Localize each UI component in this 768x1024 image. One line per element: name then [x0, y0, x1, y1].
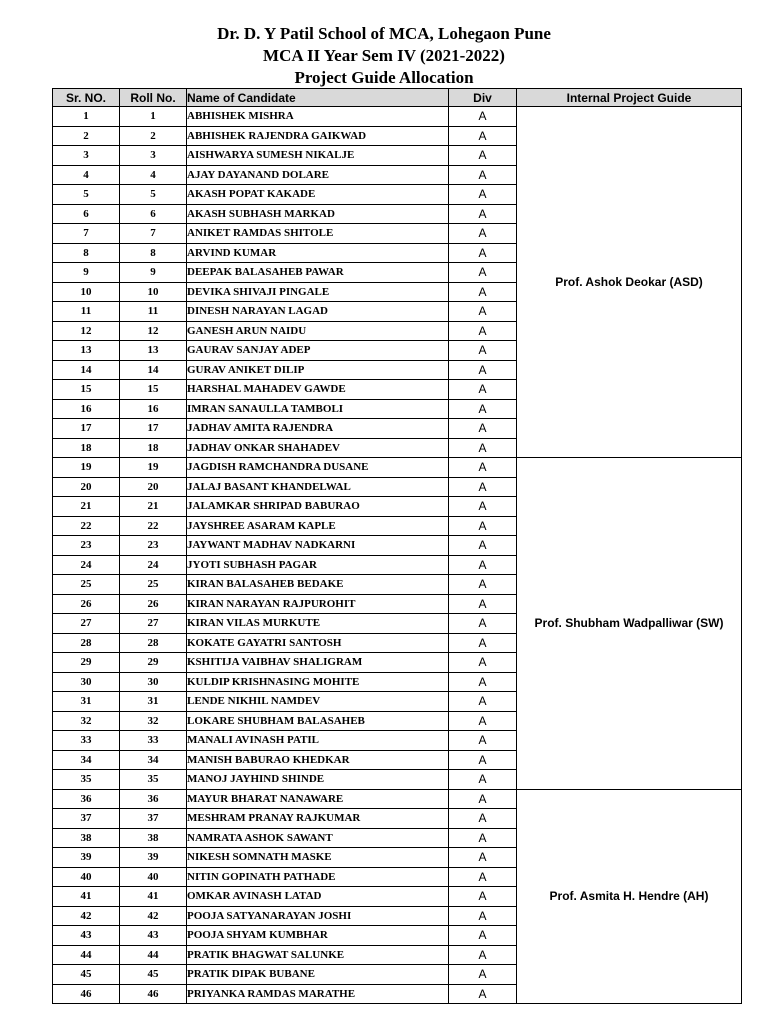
roll-no-cell: 11: [120, 302, 187, 322]
div-cell: A: [449, 399, 517, 419]
sr-no-cell: 6: [53, 204, 120, 224]
sr-no-cell: 38: [53, 828, 120, 848]
sr-no-cell: 27: [53, 614, 120, 634]
sr-no-cell: 29: [53, 653, 120, 673]
div-cell: A: [449, 282, 517, 302]
roll-no-cell: 45: [120, 965, 187, 985]
div-cell: A: [449, 185, 517, 205]
roll-no-cell: 8: [120, 243, 187, 263]
candidate-name-cell: JADHAV AMITA RAJENDRA: [187, 419, 449, 439]
sr-no-cell: 22: [53, 516, 120, 536]
div-cell: A: [449, 321, 517, 341]
candidate-name-cell: DINESH NARAYAN LAGAD: [187, 302, 449, 322]
candidate-name-cell: JADHAV ONKAR SHAHADEV: [187, 438, 449, 458]
div-cell: A: [449, 633, 517, 653]
sr-no-cell: 20: [53, 477, 120, 497]
candidate-name-cell: NIKESH SOMNATH MASKE: [187, 848, 449, 868]
col-header-name: Name of Candidate: [187, 89, 449, 107]
roll-no-cell: 21: [120, 497, 187, 517]
candidate-name-cell: JAYSHREE ASARAM KAPLE: [187, 516, 449, 536]
sr-no-cell: 1: [53, 107, 120, 127]
roll-no-cell: 43: [120, 926, 187, 946]
roll-no-cell: 31: [120, 692, 187, 712]
col-header-guide: Internal Project Guide: [517, 89, 742, 107]
roll-no-cell: 22: [120, 516, 187, 536]
roll-no-cell: 27: [120, 614, 187, 634]
div-cell: A: [449, 243, 517, 263]
sr-no-cell: 24: [53, 555, 120, 575]
roll-no-cell: 30: [120, 672, 187, 692]
roll-no-cell: 24: [120, 555, 187, 575]
roll-no-cell: 3: [120, 146, 187, 166]
sr-no-cell: 33: [53, 731, 120, 751]
candidate-name-cell: KIRAN BALASAHEB BEDAKE: [187, 575, 449, 595]
roll-no-cell: 29: [120, 653, 187, 673]
candidate-name-cell: IMRAN SANAULLA TAMBOLI: [187, 399, 449, 419]
div-cell: A: [449, 555, 517, 575]
div-cell: A: [449, 438, 517, 458]
candidate-name-cell: MANOJ JAYHIND SHINDE: [187, 770, 449, 790]
roll-no-cell: 40: [120, 867, 187, 887]
div-cell: A: [449, 906, 517, 926]
div-cell: A: [449, 692, 517, 712]
candidate-name-cell: ABHISHEK MISHRA: [187, 107, 449, 127]
sr-no-cell: 21: [53, 497, 120, 517]
div-cell: A: [449, 165, 517, 185]
div-cell: A: [449, 867, 517, 887]
sr-no-cell: 41: [53, 887, 120, 907]
sr-no-cell: 46: [53, 984, 120, 1004]
candidate-name-cell: MANISH BABURAO KHEDKAR: [187, 750, 449, 770]
table-row: [53, 458, 742, 478]
col-header-sr-no: Sr. NO.: [53, 89, 120, 107]
div-cell: A: [449, 126, 517, 146]
col-header-roll-no: Roll No.: [120, 89, 187, 107]
candidate-name-cell: POOJA SHYAM KUMBHAR: [187, 926, 449, 946]
div-cell: A: [449, 672, 517, 692]
div-cell: A: [449, 711, 517, 731]
sr-no-cell: 45: [53, 965, 120, 985]
sr-no-cell: 12: [53, 321, 120, 341]
div-cell: A: [449, 477, 517, 497]
guide-allocation-table: [52, 88, 742, 1004]
roll-no-cell: 17: [120, 419, 187, 439]
div-cell: A: [449, 984, 517, 1004]
col-header-div: Div: [449, 89, 517, 107]
div-cell: A: [449, 536, 517, 556]
roll-no-cell: 38: [120, 828, 187, 848]
candidate-name-cell: PRIYANKA RAMDAS MARATHE: [187, 984, 449, 1004]
sr-no-cell: 17: [53, 419, 120, 439]
roll-no-cell: 23: [120, 536, 187, 556]
candidate-name-cell: KULDIP KRISHNASING MOHITE: [187, 672, 449, 692]
sr-no-cell: 28: [53, 633, 120, 653]
candidate-name-cell: GANESH ARUN NAIDU: [187, 321, 449, 341]
sr-no-cell: 8: [53, 243, 120, 263]
div-cell: A: [449, 360, 517, 380]
div-cell: A: [449, 887, 517, 907]
sr-no-cell: 31: [53, 692, 120, 712]
sr-no-cell: 11: [53, 302, 120, 322]
sr-no-cell: 2: [53, 126, 120, 146]
sr-no-cell: 44: [53, 945, 120, 965]
roll-no-cell: 5: [120, 185, 187, 205]
sr-no-cell: 39: [53, 848, 120, 868]
sr-no-cell: 16: [53, 399, 120, 419]
table-header-row: [53, 89, 742, 107]
sr-no-cell: 14: [53, 360, 120, 380]
sr-no-cell: 37: [53, 809, 120, 829]
roll-no-cell: 16: [120, 399, 187, 419]
sr-no-cell: 4: [53, 165, 120, 185]
sr-no-cell: 23: [53, 536, 120, 556]
candidate-name-cell: POOJA SATYANARAYAN JOSHI: [187, 906, 449, 926]
roll-no-cell: 1: [120, 107, 187, 127]
roll-no-cell: 6: [120, 204, 187, 224]
div-cell: A: [449, 497, 517, 517]
sr-no-cell: 18: [53, 438, 120, 458]
candidate-name-cell: PRATIK DIPAK BUBANE: [187, 965, 449, 985]
candidate-name-cell: ABHISHEK RAJENDRA GAIKWAD: [187, 126, 449, 146]
sr-no-cell: 35: [53, 770, 120, 790]
div-cell: A: [449, 204, 517, 224]
roll-no-cell: 20: [120, 477, 187, 497]
div-cell: A: [449, 575, 517, 595]
div-cell: A: [449, 224, 517, 244]
sr-no-cell: 30: [53, 672, 120, 692]
candidate-name-cell: KIRAN VILAS MURKUTE: [187, 614, 449, 634]
roll-no-cell: 14: [120, 360, 187, 380]
candidate-name-cell: LENDE NIKHIL NAMDEV: [187, 692, 449, 712]
candidate-name-cell: JALAMKAR SHRIPAD BABURAO: [187, 497, 449, 517]
candidate-name-cell: PRATIK BHAGWAT SALUNKE: [187, 945, 449, 965]
div-cell: A: [449, 614, 517, 634]
roll-no-cell: 36: [120, 789, 187, 809]
div-cell: A: [449, 516, 517, 536]
candidate-name-cell: NITIN GOPINATH PATHADE: [187, 867, 449, 887]
sr-no-cell: 26: [53, 594, 120, 614]
candidate-name-cell: OMKAR AVINASH LATAD: [187, 887, 449, 907]
candidate-name-cell: AJAY DAYANAND DOLARE: [187, 165, 449, 185]
roll-no-cell: 33: [120, 731, 187, 751]
table-row: [53, 789, 742, 809]
div-cell: A: [449, 828, 517, 848]
candidate-name-cell: KOKATE GAYATRI SANTOSH: [187, 633, 449, 653]
candidate-name-cell: MESHRAM PRANAY RAJKUMAR: [187, 809, 449, 829]
candidate-name-cell: AKASH SUBHASH MARKAD: [187, 204, 449, 224]
roll-no-cell: 15: [120, 380, 187, 400]
div-cell: A: [449, 458, 517, 478]
candidate-name-cell: MAYUR BHARAT NANAWARE: [187, 789, 449, 809]
div-cell: A: [449, 302, 517, 322]
div-cell: A: [449, 731, 517, 751]
roll-no-cell: 32: [120, 711, 187, 731]
roll-no-cell: 18: [120, 438, 187, 458]
roll-no-cell: 41: [120, 887, 187, 907]
candidate-name-cell: JYOTI SUBHASH PAGAR: [187, 555, 449, 575]
roll-no-cell: 25: [120, 575, 187, 595]
candidate-name-cell: ANIKET RAMDAS SHITOLE: [187, 224, 449, 244]
candidate-name-cell: KSHITIJA VAIBHAV SHALIGRAM: [187, 653, 449, 673]
candidate-name-cell: HARSHAL MAHADEV GAWDE: [187, 380, 449, 400]
roll-no-cell: 28: [120, 633, 187, 653]
school-title: Dr. D. Y Patil School of MCA, Lohegaon Pune: [217, 24, 551, 43]
roll-no-cell: 26: [120, 594, 187, 614]
div-cell: A: [449, 926, 517, 946]
candidate-name-cell: NAMRATA ASHOK SAWANT: [187, 828, 449, 848]
roll-no-cell: 39: [120, 848, 187, 868]
candidate-name-cell: AKASH POPAT KAKADE: [187, 185, 449, 205]
candidate-name-cell: DEVIKA SHIVAJI PINGALE: [187, 282, 449, 302]
div-cell: A: [449, 419, 517, 439]
sr-no-cell: 19: [53, 458, 120, 478]
sr-no-cell: 40: [53, 867, 120, 887]
project-guide-cell: Prof. Shubham Wadpalliwar (SW): [517, 458, 742, 790]
div-cell: A: [449, 341, 517, 361]
roll-no-cell: 35: [120, 770, 187, 790]
roll-no-cell: 9: [120, 263, 187, 283]
div-cell: A: [449, 789, 517, 809]
candidate-name-cell: GURAV ANIKET DILIP: [187, 360, 449, 380]
sr-no-cell: 15: [53, 380, 120, 400]
div-cell: A: [449, 107, 517, 127]
sr-no-cell: 42: [53, 906, 120, 926]
sr-no-cell: 3: [53, 146, 120, 166]
div-cell: A: [449, 848, 517, 868]
div-cell: A: [449, 653, 517, 673]
candidate-name-cell: MANALI AVINASH PATIL: [187, 731, 449, 751]
candidate-name-cell: GAURAV SANJAY ADEP: [187, 341, 449, 361]
roll-no-cell: 12: [120, 321, 187, 341]
sr-no-cell: 9: [53, 263, 120, 283]
div-cell: A: [449, 263, 517, 283]
roll-no-cell: 46: [120, 984, 187, 1004]
roll-no-cell: 2: [120, 126, 187, 146]
document-heading: Project Guide Allocation: [294, 68, 474, 87]
sr-no-cell: 43: [53, 926, 120, 946]
candidate-name-cell: AISHWARYA SUMESH NIKALJE: [187, 146, 449, 166]
div-cell: A: [449, 380, 517, 400]
roll-no-cell: 4: [120, 165, 187, 185]
sr-no-cell: 34: [53, 750, 120, 770]
roll-no-cell: 7: [120, 224, 187, 244]
div-cell: A: [449, 965, 517, 985]
sr-no-cell: 36: [53, 789, 120, 809]
div-cell: A: [449, 770, 517, 790]
roll-no-cell: 42: [120, 906, 187, 926]
candidate-name-cell: JAYWANT MADHAV NADKARNI: [187, 536, 449, 556]
roll-no-cell: 10: [120, 282, 187, 302]
div-cell: A: [449, 750, 517, 770]
candidate-name-cell: ARVIND KUMAR: [187, 243, 449, 263]
sr-no-cell: 25: [53, 575, 120, 595]
sr-no-cell: 5: [53, 185, 120, 205]
roll-no-cell: 44: [120, 945, 187, 965]
candidate-name-cell: JALAJ BASANT KHANDELWAL: [187, 477, 449, 497]
div-cell: A: [449, 945, 517, 965]
div-cell: A: [449, 809, 517, 829]
sr-no-cell: 7: [53, 224, 120, 244]
roll-no-cell: 13: [120, 341, 187, 361]
candidate-name-cell: LOKARE SHUBHAM BALASAHEB: [187, 711, 449, 731]
project-guide-cell: Prof. Ashok Deokar (ASD): [517, 107, 742, 458]
sr-no-cell: 32: [53, 711, 120, 731]
course-subtitle: MCA II Year Sem IV (2021-2022): [263, 46, 505, 65]
div-cell: A: [449, 146, 517, 166]
roll-no-cell: 34: [120, 750, 187, 770]
candidate-name-cell: JAGDISH RAMCHANDRA DUSANE: [187, 458, 449, 478]
roll-no-cell: 19: [120, 458, 187, 478]
candidate-name-cell: DEEPAK BALASAHEB PAWAR: [187, 263, 449, 283]
sr-no-cell: 10: [53, 282, 120, 302]
sr-no-cell: 13: [53, 341, 120, 361]
table-row: [53, 107, 742, 127]
roll-no-cell: 37: [120, 809, 187, 829]
div-cell: A: [449, 594, 517, 614]
project-guide-cell: Prof. Asmita H. Hendre (AH): [517, 789, 742, 1004]
candidate-name-cell: KIRAN NARAYAN RAJPUROHIT: [187, 594, 449, 614]
